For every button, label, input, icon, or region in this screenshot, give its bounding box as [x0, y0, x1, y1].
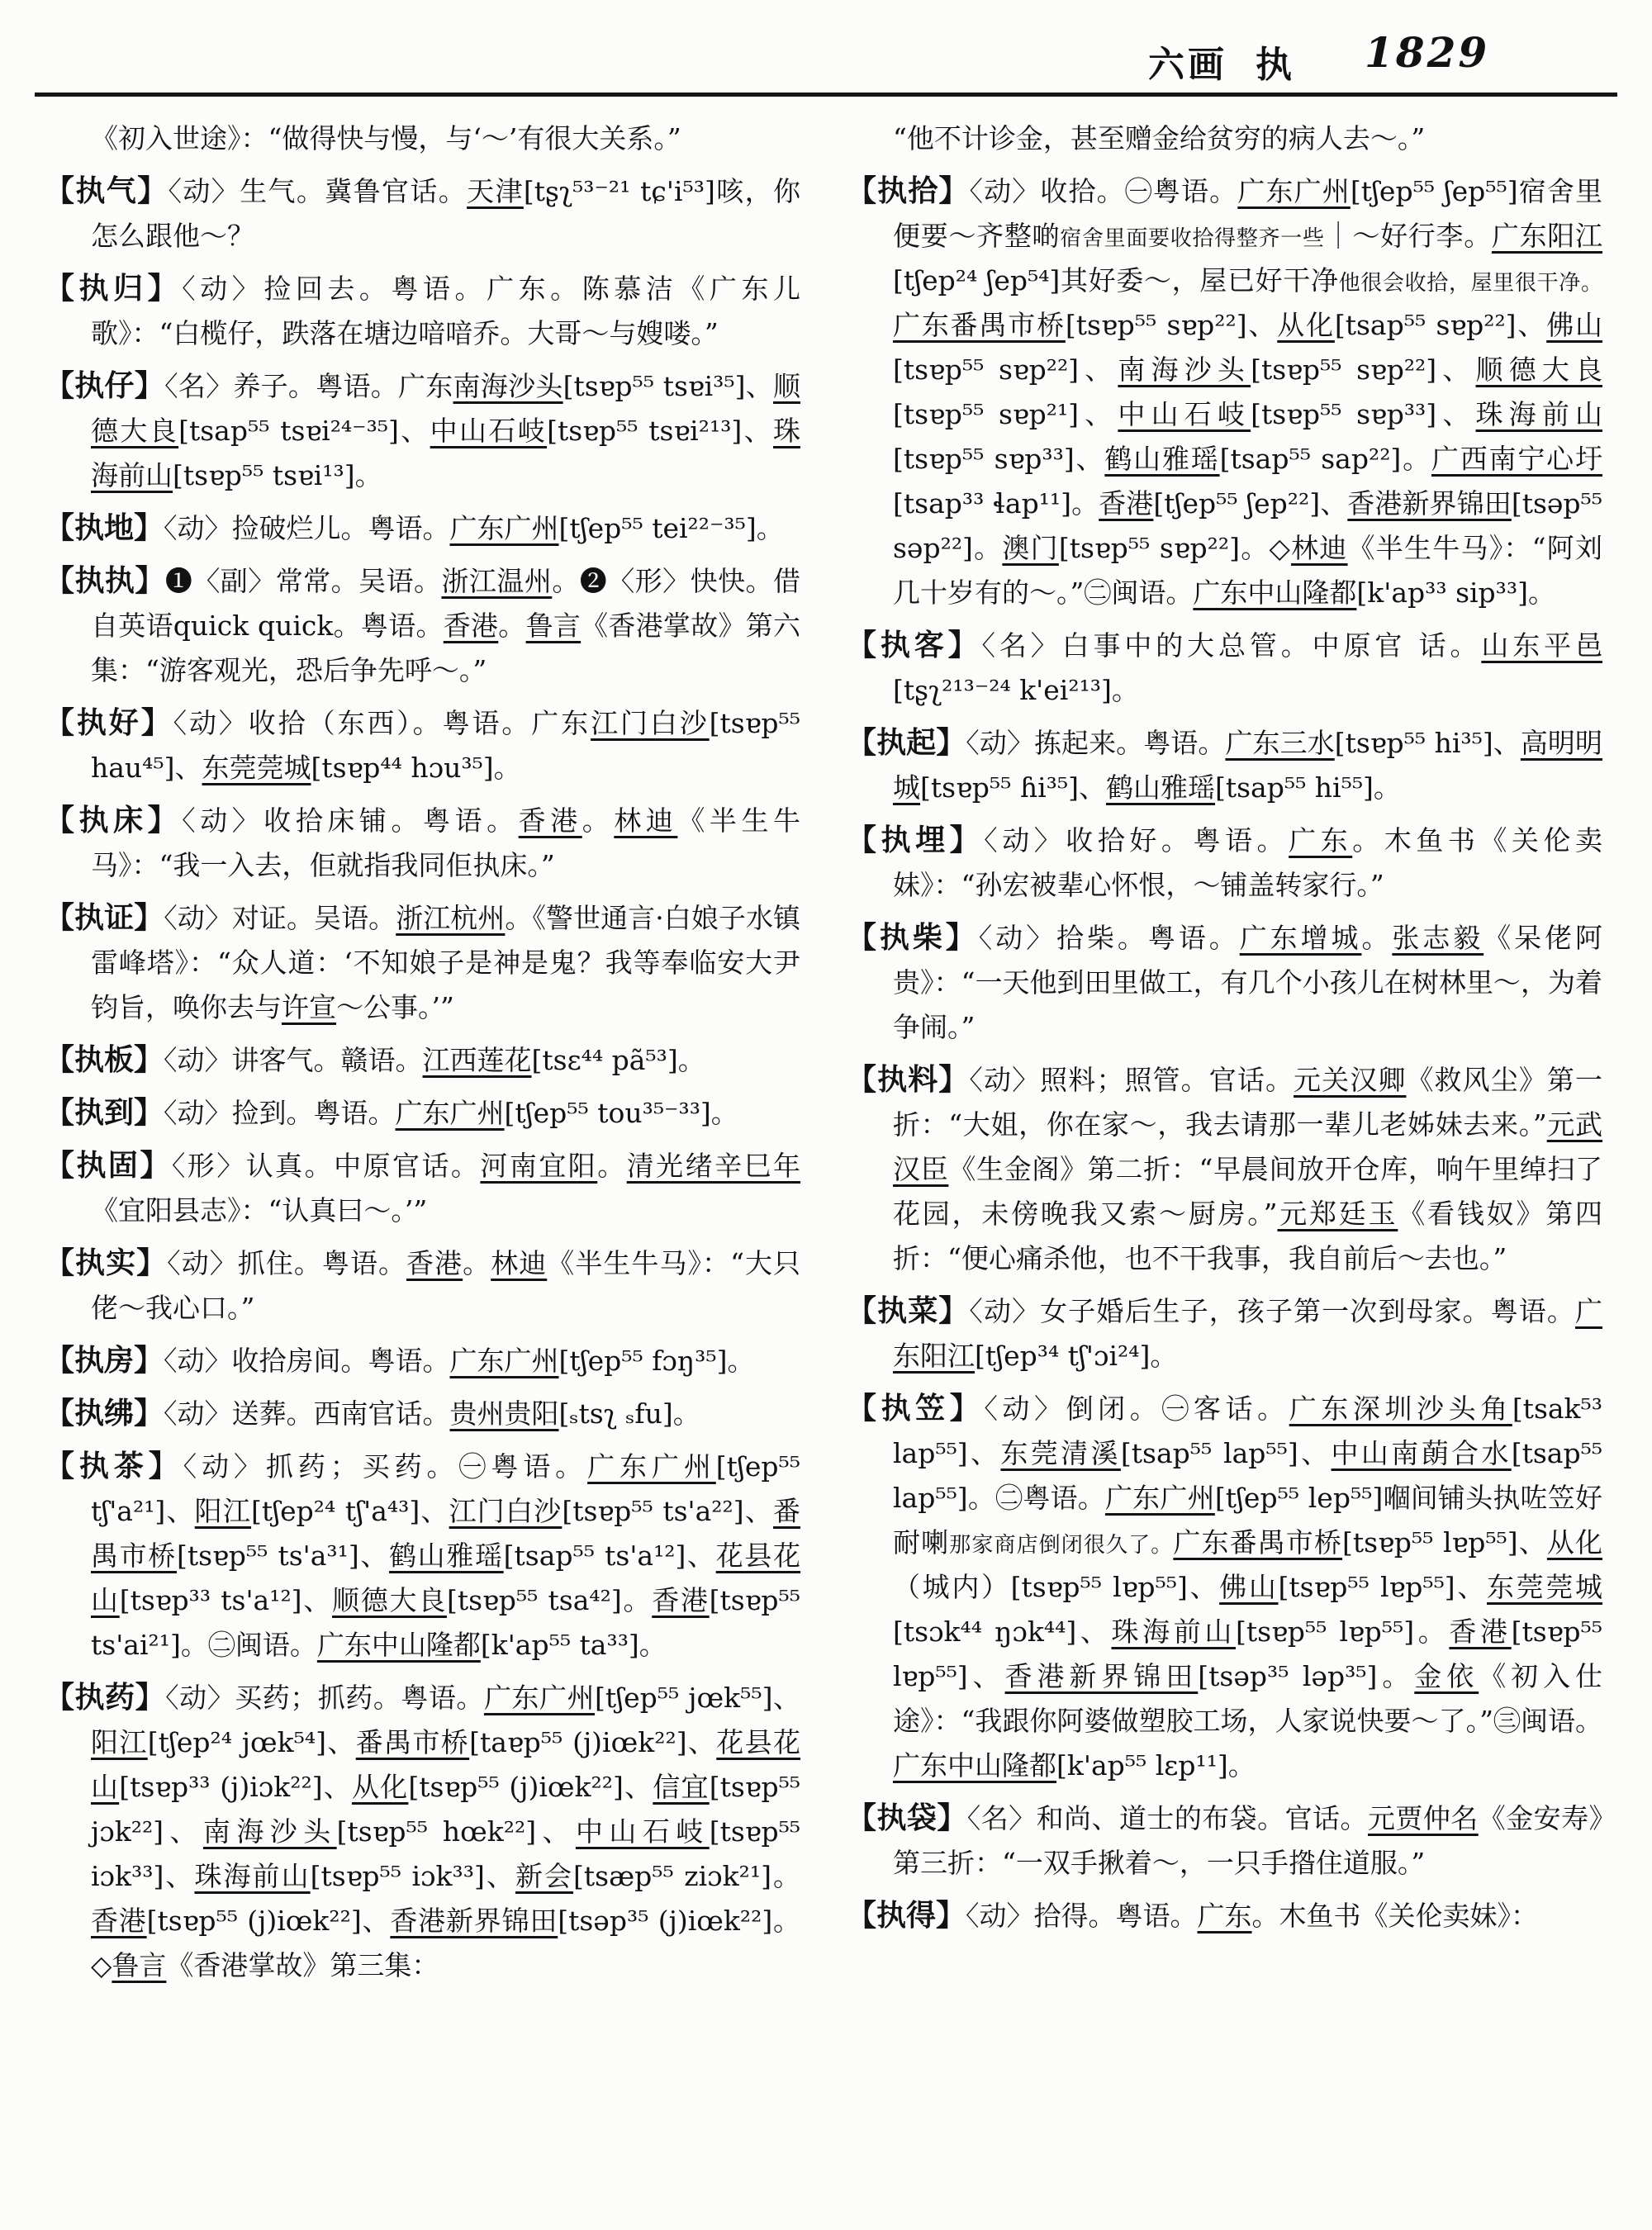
- entry-body: 〈动〉送葬。西南官话。贵州贵阳[ₛtsʅ ₛfu]。: [164, 1397, 700, 1430]
- dict-entry: [45, 363, 800, 498]
- entry-headword: 【执药】: [45, 1680, 166, 1715]
- entry-headword: 【执得】: [847, 1898, 966, 1933]
- section-title: [1148, 35, 1295, 88]
- entry-headword: 【执好】: [45, 705, 173, 740]
- dict-entry: [45, 266, 800, 356]
- entry-body: 〈动〉捡回去。粤语。广东。陈慕洁《广东儿歌》：“白榄仔，跌落在塘边喑喑乔。大哥～与嫂喽。”: [91, 273, 800, 349]
- entry-body: 〈名〉和尚、道士的布袋。官话。元贾仲名《金安寿》第三折：“一双手揪着～，一只手揝住道服。”: [893, 1802, 1603, 1879]
- dict-entry: [45, 168, 800, 259]
- entry-body: 〈动〉对证。吴语。浙江杭州。《警世通言·白娘子水镇雷峰塔》：“众人道：‘不知娘子是神是鬼？我等奉临安大尹钧旨，唤你去与许宣～公事。’”: [91, 902, 800, 1023]
- entry-body: 〈动〉收拾。㊀粤语。广东广州[tʃep⁵⁵ ʃep⁵⁵]宿舍里便要～齐整啲宿舍里面要收拾得整齐一些｜～好行李。广东阳江[tʃep²⁴ ʃep⁵⁴]其好委～，屋已好干净他很会收拾，屋里很干净。广东番禺市桥[tsɐp⁵⁵ sɐp²²]、从化[tsap⁵⁵ sɐp²²]、佛山[tsɐp⁵⁵ sɐp²²]、南海沙头[tsɐp⁵⁵ sɐp²²]、顺德大良[tsɐp⁵⁵ sɐp²¹]、中山石岐[tsɐp⁵⁵ sɐp³³]、珠海前山[tsɐp⁵⁵ sɐp³³]、鹤山雅瑶[tsap⁵⁵ sap²²]。广西南宁心圩[tsap³³ ɬap¹¹]。香港[tʃep⁵⁵ ʃep²²]、香港新界锦田[tsəp⁵⁵ səp²²]。澳门[tsɐp⁵⁵ sɐp²²]。◇林迪《半生牛马》：“阿刘几十岁有的～。”㊁闽语。广东中山隆都[k'ap³³ sip³³]。: [893, 175, 1603, 609]
- entry-headword: 【执执】: [45, 563, 165, 598]
- left-column: [45, 116, 800, 1988]
- entry-headword: 【执柴】: [847, 920, 979, 955]
- entry-body: 〈动〉拾柴。粤语。广东增城。张志毅《呆佬阿贵》：“一天他到田里做工，有几个小孩儿在树林里～，为着争闹。”: [893, 922, 1602, 1043]
- dict-entry: [847, 623, 1602, 713]
- entry-headword: 【执床】: [45, 803, 183, 837]
- entry-body: 〈动〉女子婚后生子，孩子第一次到母家。粤语。广东阳江[tʃep³⁴ tʃ'ɔi²⁴]。: [893, 1295, 1602, 1372]
- continuation-paragraph: 《初入世途》：“做得快与慢，与‘～’有很大关系。”: [91, 122, 681, 154]
- dict-entry: [45, 1037, 800, 1083]
- entry-headword: 【执料】: [847, 1062, 970, 1097]
- entry-body: 〈动〉收拾（东西）。粤语。广东江门白沙[tsɐp⁵⁵ hau⁴⁵]、东莞莞城[tsɐp⁴⁴ hɔu³⁵]。: [91, 707, 800, 784]
- entry-headword: 【执房】: [45, 1343, 164, 1378]
- entry-headword: 【执菜】: [847, 1293, 970, 1328]
- entry-body: 〈动〉抓药；买药。㊀粤语。广东广州[tʃep⁵⁵ tʃ'a²¹]、阳江[tʃep²⁴ tʃ'a⁴³]、江门白沙[tsɐp⁵⁵ ts'a²²]、番禺市桥[tsɐp⁵⁵ ts'a³¹]、鹤山雅瑶[tsap⁵⁵ ts'a¹²]、花县花山[tsɐp³³ ts'a¹²]、顺德大良[tsɐp⁵⁵ tsa⁴²]。香港[tsɐp⁵⁵ ts'ai²¹]。㊁闽语。广东中山隆都[k'ap⁵⁵ ta³³]。: [91, 1450, 801, 1661]
- entry-headword: 【执拾】: [847, 173, 970, 208]
- entry-body: 〈动〉拣起来。粤语。广东三水[tsɐp⁵⁵ hi³⁵]、高明明城[tsɐp⁵⁵ ɦi³⁵]、鹤山雅瑶[tsap⁵⁵ hi⁵⁵]。: [893, 727, 1602, 804]
- dict-entry: [45, 798, 800, 888]
- entry-body: 〈动〉照料；照管。官话。元关汉卿《救风尘》第一折：“大姐，你在家～，我去请那一辈儿老姊妹去来。”元武汉臣《生金阁》第二折：“早晨间放开仓库，响午里绰扫了花园，未傍晚我又索～厨房。”元郑廷玉《看钱奴》第四折：“便心痛杀他，也不干我事，我自前后～去也。”: [893, 1064, 1603, 1274]
- entry-headword: 【执归】: [45, 271, 183, 306]
- entry-body: 〈动〉捡破烂儿。粤语。广东广州[tʃep⁵⁵ tei²²⁻³⁵]。: [164, 512, 784, 544]
- page-number: 1829: [1365, 28, 1490, 77]
- entry-body: 〈动〉抓住。粤语。香港。林迪《半生牛马》：“大只佬～我心口。”: [91, 1247, 801, 1324]
- entry-headword: 【执仔】: [45, 368, 165, 403]
- entry-body: 〈动〉拾得。粤语。广东。木鱼书《关伦卖妹》：: [966, 1900, 1539, 1932]
- page-header: [0, 0, 1652, 86]
- dict-entry: [847, 168, 1602, 615]
- dict-entry: [847, 1386, 1602, 1788]
- two-column-body: [0, 97, 1652, 1988]
- dict-entry: [847, 1288, 1602, 1378]
- entry-headword: 【执板】: [45, 1042, 164, 1077]
- dict-entry: [847, 720, 1602, 810]
- dict-entry: [45, 1338, 800, 1383]
- entry-headword: 【执埋】: [847, 823, 985, 857]
- dict-entry: [847, 1796, 1602, 1886]
- entry-body: 〈动〉讲客气。赣语。江西莲花[tsɛ⁴⁴ pã⁵³]。: [164, 1044, 705, 1076]
- dict-entry: [847, 1893, 1602, 1938]
- entry-body: 〈动〉买药；抓药。粤语。广东广州[tʃep⁵⁵ jœk⁵⁵]、阳江[tʃep²⁴ jœk⁵⁴]、番禺市桥[taɐp⁵⁵ (j)iœk²²]、花县花山[tsɐp³³ (j)iɔk²²]、从化[tsɐp⁵⁵ (j)iœk²²]、信宜[tsɐp⁵⁵ jɔk²²]、南海沙头[tsɐp⁵⁵ hœk²²]、中山石岐[tsɐp⁵⁵ iɔk³³]、珠海前山[tsɐp⁵⁵ iɔk³³]、新会[tsæp⁵⁵ ziɔk²¹]。香港[tsɐp⁵⁵ (j)iœk²²]、香港新界锦田[tsəp³⁵ (j)iœk²²]。◇鲁言《香港掌故》第三集：: [91, 1682, 801, 1981]
- entry-headword: 【执笠】: [847, 1391, 985, 1426]
- dict-entry: [45, 895, 800, 1030]
- entry-headword: 【执绋】: [45, 1396, 164, 1431]
- entry-headword: 【执证】: [45, 900, 164, 935]
- dict-entry: [45, 505, 800, 551]
- entry-headword: 【执气】: [45, 173, 169, 208]
- entry-headword: 【执起】: [847, 725, 966, 760]
- dict-entry: [45, 1391, 800, 1436]
- entry-headword: 【执客】: [847, 628, 982, 662]
- entry-body: 〈动〉收拾好。粤语。广东。木鱼书《关伦卖妹》：“孙宏被辈心怀恨，～铺盖转家行。”: [893, 824, 1603, 901]
- stroke-section-label: 六画: [1148, 44, 1227, 86]
- entry-body: 〈动〉倒闭。㊀客话。广东深圳沙头角[tsak⁵³ lap⁵⁵]、东莞清溪[tsap⁵⁵ lap⁵⁵]、中山南蓢合水[tsap⁵⁵ lap⁵⁵]。㊁粤语。广东广州[tʃep⁵⁵ lep⁵⁵]嗰间铺头执咗笠好耐喇那家商店倒闭很久了。广东番禺市桥[tsɐp⁵⁵ lɐp⁵⁵]、从化（城内）[tsɐp⁵⁵ lɐp⁵⁵]、佛山[tsɐp⁵⁵ lɐp⁵⁵]、东莞莞城[tsɔk⁴⁴ ŋɔk⁴⁴]、珠海前山[tsɐp⁵⁵ lɐp⁵⁵]。香港[tsɐp⁵⁵ lɐp⁵⁵]、香港新界锦田[tsəp³⁵ ləp³⁵]。金依《初入仕途》：“我跟你阿婆做塑胶工场，人家说快要～了。”㊂闽语。广东中山隆都[k'ap⁵⁵ lɛp¹¹]。: [893, 1393, 1603, 1782]
- dict-entry: [847, 818, 1602, 908]
- dict-entry: [45, 700, 800, 790]
- dict-entry: [45, 1090, 800, 1136]
- dict-entry: [847, 1057, 1602, 1281]
- entry-body: 〈动〉收拾房间。粤语。广东广州[tʃep⁵⁵ fɔŋ³⁵]。: [164, 1345, 755, 1377]
- right-column: [847, 116, 1602, 1988]
- entry-body: 〈动〉生气。冀鲁官话。天津[tʂʅ⁵³⁻²¹ tɕ'i⁵³]咳，你怎么跟他～？: [91, 175, 800, 252]
- entry-headword: 【执实】: [45, 1245, 168, 1280]
- entry-body: 〈动〉收拾床铺。粤语。香港。林迪《半生牛马》：“我一入去，佢就指我同佢执床。”: [91, 804, 801, 881]
- entry-body: 〈名〉养子。粤语。广东南海沙头[tsɐp⁵⁵ tsɐi³⁵]、顺德大良[tsap⁵⁵ tsɐi²⁴⁻³⁵]、中山石岐[tsɐp⁵⁵ tsɐi²¹³]、珠海前山[tsɐp⁵⁵ tsɐi¹³]。: [91, 370, 801, 491]
- dict-entry: [45, 1675, 800, 1988]
- continuation-paragraph: “他不计诊金，甚至赠金给贫穷的病人去～。”: [893, 122, 1426, 154]
- head-character: 执: [1256, 44, 1295, 86]
- dict-entry: [847, 915, 1602, 1050]
- entry-body: 〈形〉认真。中原官话。河南宜阳。清光绪辛巳年《宜阳县志》：“认真曰～。’”: [91, 1150, 801, 1226]
- entry-body: ❶〈副〉常常。吴语。浙江温州。❷〈形〉快快。借自英语quick quick。粤语。香港。鲁言《香港掌故》第六集：“游客观光，恐后争先呼～。”: [91, 565, 801, 686]
- entry-headword: 【执袋】: [847, 1801, 967, 1835]
- dict-entry: [45, 1444, 800, 1668]
- entry-headword: 【执地】: [45, 510, 164, 545]
- dict-entry: [45, 558, 800, 693]
- entry-headword: 【执茶】: [45, 1449, 183, 1483]
- entry-body: 〈动〉捡到。粤语。广东广州[tʃep⁵⁵ tou³⁵⁻³³]。: [164, 1097, 738, 1129]
- entry-body: 〈名〉白事中的大总管。中原官 话。山东平邑[tʂʅ²¹³⁻²⁴ k'ei²¹³]。: [893, 629, 1602, 706]
- entry-headword: 【执固】: [45, 1148, 172, 1183]
- dict-entry: [45, 1241, 800, 1331]
- dict-entry: [45, 1143, 800, 1233]
- entry-headword: 【执到】: [45, 1095, 164, 1130]
